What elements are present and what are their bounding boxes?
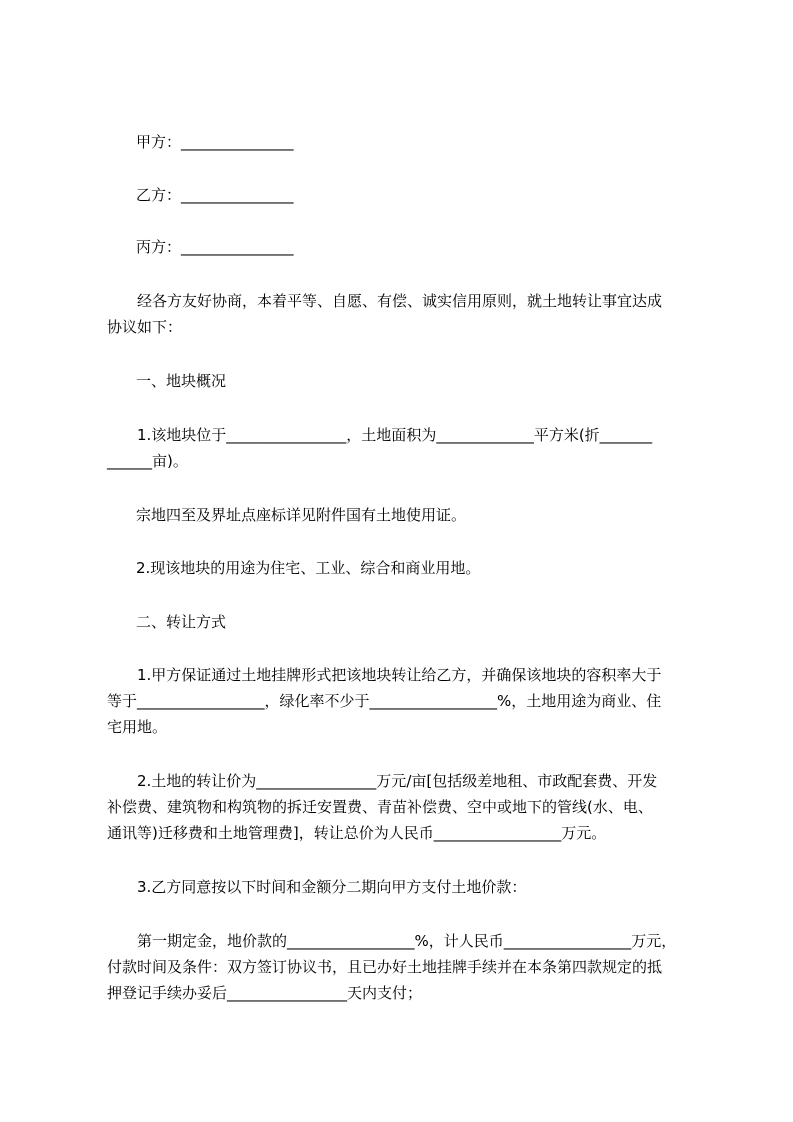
section-1-item-2: 2.现该地块的用途为住宅、工业、综合和商业用地。: [136, 559, 481, 577]
section-2-item-2-line-2: 补偿费、建筑物和构筑物的拆迁安置费、青苗补偿费、空中或地下的管线(水、电、: [107, 798, 653, 816]
party-a-label: 甲方：: [136, 133, 182, 151]
section-2-phase-1-line-2: 付款时间及条件：双方签订协议书，且已办好土地挂牌手续并在本条第四款规定的抵: [107, 958, 663, 976]
party-b-blank: _______________: [181, 186, 294, 204]
party-b-label: 乙方：: [136, 186, 182, 204]
section-2-phase-1-line-3: 押登记手续办妥后________________天内支付；: [107, 984, 423, 1002]
section-2-item-1-line-2: 等于_________________，绿化率不少于_________________%，土地用途为商业、住: [107, 692, 662, 710]
section-1-item-1-line-1: 1.该地块位于________________，土地面积为_____________平方米(折_______: [137, 426, 653, 444]
section-2-item-2-line-1: 2.土地的转让价为________________万元/亩[包括级差地租、市政配套费、开发: [137, 772, 658, 790]
intro-line-2: 协议如下：: [107, 318, 183, 336]
party-a-line: [136, 132, 294, 152]
section-2-phase-1-line-1: 第一期定金，地价款的_________________%，计人民币_________________万元，: [137, 932, 677, 950]
section-2-heading: 二、转让方式: [136, 613, 227, 631]
party-c-label: 丙方：: [136, 238, 182, 256]
intro-line-1: 经各方友好协商，本着平等、自愿、有偿、诚实信用原则，就土地转让事宜达成: [137, 292, 663, 310]
section-2-item-1-line-1: 1.甲方保证通过土地挂牌形式把该地块转让给乙方，并确保该地块的容积率大于: [137, 666, 662, 684]
section-2-item-3: 3.乙方同意按以下时间和金额分二期向甲方支付土地价款：: [137, 878, 527, 896]
section-2-item-1-line-3: 宅用地。: [107, 718, 168, 736]
section-1-item-1-line-2: ______亩)。: [107, 452, 188, 470]
party-c-line: [136, 237, 294, 257]
section-1-heading: 一、地块概况: [136, 372, 227, 390]
party-a-blank: _______________: [181, 133, 294, 151]
party-c-blank: _______________: [181, 238, 294, 256]
section-1-note: 宗地四至及界址点座标详见附件国有土地使用证。: [136, 506, 467, 524]
party-b-line: [136, 185, 294, 205]
section-2-item-2-line-3: 通讯等)迁移费和土地管理费]，转让总价为人民币_________________万元。: [107, 824, 607, 842]
